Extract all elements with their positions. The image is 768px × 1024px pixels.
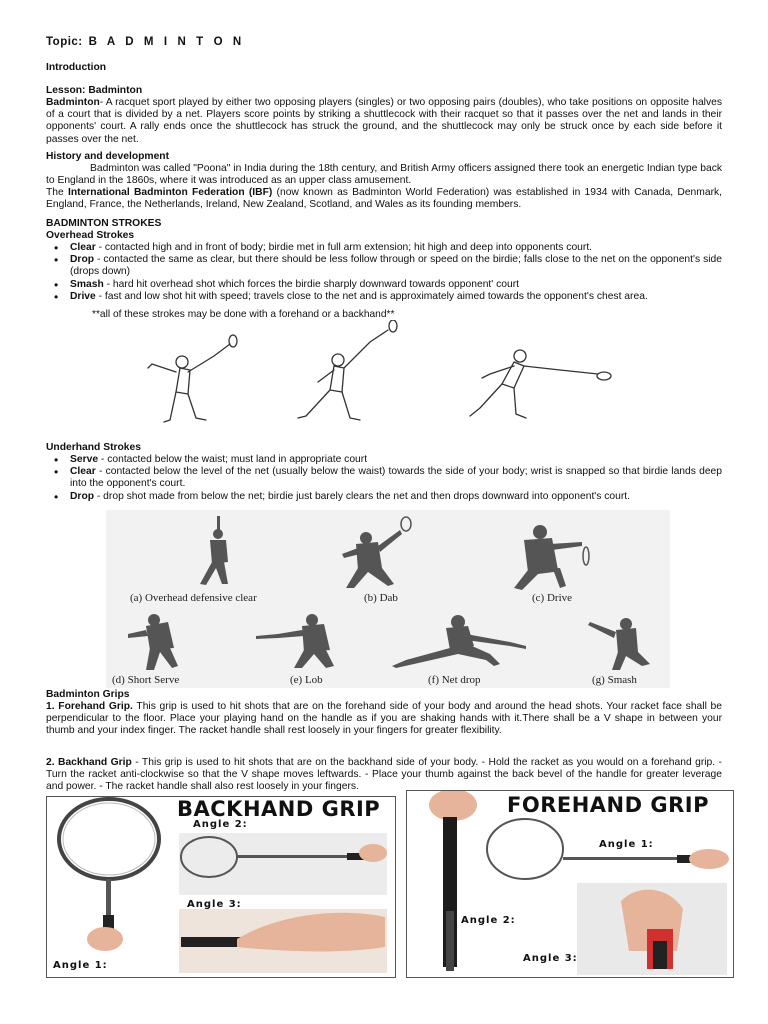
stroke-term: Drive	[70, 290, 96, 302]
stroke-term: Clear	[70, 242, 96, 253]
list-item	[46, 454, 722, 466]
caption-g: (g) Smash	[592, 674, 637, 686]
underhand-list	[46, 454, 722, 503]
stroke-text: - contacted below the waist; must land in appropriate court	[98, 454, 368, 465]
backhand-grip-term: 2. Backhand Grip	[46, 757, 132, 768]
grips-heading: Badminton Grips	[46, 689, 130, 700]
silhouette-strokes-illustration	[106, 510, 670, 688]
forehand-grip-term: 1. Forehand Grip.	[46, 701, 133, 712]
backhand-grip-paragraph	[46, 757, 722, 794]
silhouette-lob	[256, 614, 334, 668]
silhouette-dab	[342, 517, 411, 588]
list-item	[46, 242, 722, 254]
stroke-text: - drop shot made from below the net; birdie just barely clears the net and then drops downward into opponent's court.	[94, 490, 631, 502]
badminton-definition	[46, 97, 722, 146]
silhouette-short-serve	[128, 614, 178, 670]
silhouette-net-drop	[392, 615, 526, 668]
stroke-term: Serve	[70, 454, 99, 465]
list-item	[46, 279, 722, 291]
definition-text: - A racquet sport played by either two opposing players (singles) or two opposing pairs (doubles), who take positions on opposite halves of a court that is divided by a net. Players score points by striking a shuttlecock with their racquet so that it passes over the net and lands in their opponents' court. A rally ends once the shuttlecock has struck the ground, and the shuttlecock may only be struck once by each side before it passes over the net.	[46, 97, 722, 145]
caption-d: (d) Short Serve	[112, 674, 180, 686]
overhead-heading: Overhead Strokes	[46, 230, 135, 241]
history-p2-rest: (now known as Badminton World Federation) was established in 1934 with Canada, Denmark, England, France, the Netherlands, Ireland, New Zealand, Scotland, and Wales as its founding members.	[46, 187, 723, 211]
strokes-note: **all of these strokes may be done with a forehand or a backhand**	[92, 309, 395, 320]
forehand-grip-title: FOREHAND GRIP	[507, 793, 709, 817]
stroke-term: Clear	[70, 466, 96, 478]
backhand-grip-title: BACKHAND GRIP	[177, 797, 381, 821]
forehand-grip-photo	[406, 790, 734, 978]
stroke-text: - hard hit overhead shot which forces the birdie sharply downward towards opponent' court	[103, 278, 519, 290]
strokes-heading: BADMINTON STROKES	[46, 218, 162, 229]
forehand-angle-2: Angle 2:	[461, 915, 516, 926]
introduction-heading: Introduction	[46, 62, 107, 73]
forehand-angle-1: Angle 1:	[599, 839, 654, 850]
stroke-term: Drop	[70, 490, 95, 502]
forehand-grip-text: This grip is used to hit shots that are on the forehand side of your body and around the head shots. Your racket face shall be perpendicular to the floor. Place your playing hand on the handle as if you are shaking hands with it.There shall be a V shape in between your thumb and your index finger. The racket handle shall rest loosely in your fingers for greater flexibility.	[46, 701, 723, 737]
backhand-angle-3: Angle 3:	[187, 899, 242, 910]
stroke-text: - fast and low shot hit with speed; travels close to the net and is approximately aimed towards the opponent's chest area.	[95, 290, 648, 302]
silhouette-overhead-defensive-clear	[200, 516, 228, 585]
list-item	[46, 491, 722, 503]
list-item	[46, 466, 722, 490]
stroke-text: - contacted high and in front of body; birdie met in full arm extension; hit high and deep into opponents court.	[95, 242, 593, 253]
list-item	[46, 254, 722, 278]
lesson-heading: Lesson: Badminton	[46, 85, 143, 96]
player-sketch-drop	[298, 320, 397, 420]
topic-line	[46, 36, 245, 48]
stroke-term: Smash	[70, 278, 104, 290]
backhand-grip-text: - This grip is used to hit shots that are on the backhand side of your body. - Hold the racket as you would on a forehand grip. - Turn the racket anti-clockwise so that the V shape moves leftwards. - Place your thumb against the back bevel of the handle for greater leverage and power. - The racket handle shall also rest loosely in your fingers.	[46, 757, 722, 793]
caption-e: (e) Lob	[290, 674, 323, 686]
stroke-term: Drop	[70, 254, 95, 266]
caption-f: (f) Net drop	[428, 674, 481, 686]
topic-label: Topic:	[46, 36, 83, 48]
caption-a: (a) Overhead defensive clear	[130, 592, 257, 604]
silhouette-drive	[514, 525, 589, 590]
backhand-angle-2: Angle 2:	[193, 819, 248, 830]
player-sketch-clear	[148, 335, 237, 422]
ibf-name: International Badminton Federation (IBF)	[67, 187, 273, 198]
backhand-angle-1: Angle 1:	[53, 960, 108, 971]
player-sketch-smash	[470, 350, 611, 418]
caption-b: (b) Dab	[364, 592, 398, 604]
history-p2-pre: The	[46, 187, 68, 198]
definition-term: Badminton	[46, 97, 100, 108]
silhouette-smash	[588, 618, 650, 670]
overhead-list	[46, 242, 722, 303]
history-heading: History and development	[46, 151, 170, 162]
forehand-grip-paragraph	[46, 701, 722, 738]
backhand-grip-photo	[46, 796, 396, 978]
caption-c: (c) Drive	[532, 592, 573, 604]
underhand-heading: Underhand Strokes	[46, 442, 141, 453]
stroke-text: - contacted below the level of the net (usually below the waist) towards the side of your body; wrist is snapped so that birdie lands deep into the opponent's court.	[70, 466, 722, 490]
history-paragraph-2	[46, 187, 722, 211]
forehand-angle-3: Angle 3:	[523, 953, 578, 964]
history-paragraph-1: Badminton was called "Poona" in India during the 18th century, and British Army officers assigned there took an energetic Indian type back to England in the 1860s, where it was introduced as an upper class amusement.	[46, 163, 722, 187]
list-item	[46, 291, 722, 303]
overhead-strokes-illustration	[130, 320, 630, 426]
stroke-text: - contacted the same as clear, but there should be less follow through or speed on the birdie; falls close to the net on the opponent's side (drops down)	[70, 254, 722, 278]
topic-value: B A D M I N T O N	[88, 36, 245, 48]
